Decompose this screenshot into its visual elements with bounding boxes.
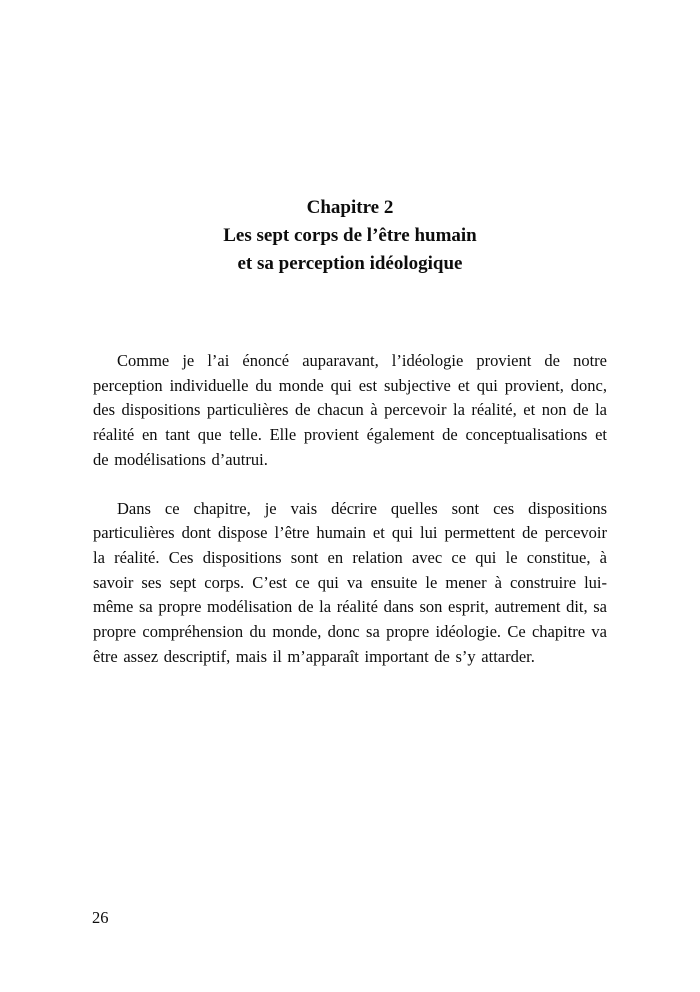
paragraph: Comme je l’ai énoncé auparavant, l’idéologie provient de notre perception individuelle du monde qui est subjective et qui provient, donc, des dispositions particulières de chacun à percevoir la réalité, et non de la réalité en tant que telle. Elle provient également de conceptualisations et de modélisations d’autrui.: [93, 351, 607, 469]
chapter-title-line-2: et sa perception idéologique: [237, 253, 463, 274]
body-text: [93, 349, 607, 693]
chapter-number-line: Chapitre 2: [306, 197, 394, 218]
chapter-title-line-1: Les sept corps de l’être humain: [223, 225, 477, 246]
page-number: 26: [92, 908, 109, 927]
paragraph: Dans ce chapitre, je vais décrire quelles sont ces dispositions particulières dont dispose l’être humain et qui lui permettent de percevoir la réalité. Ces dispositions sont en relation avec ce qui le constitue, à savoir ses sept corps. C’est ce qui va ensuite le mener à construire lui-même sa propre modélisation de la réalité dans son esprit, autrement dit, sa propre compréhension du monde, donc sa propre idéologie. Ce chapitre va être assez descriptif, mais il m’apparaît important de s’y attarder.: [93, 498, 607, 666]
chapter-heading: [0, 194, 700, 278]
